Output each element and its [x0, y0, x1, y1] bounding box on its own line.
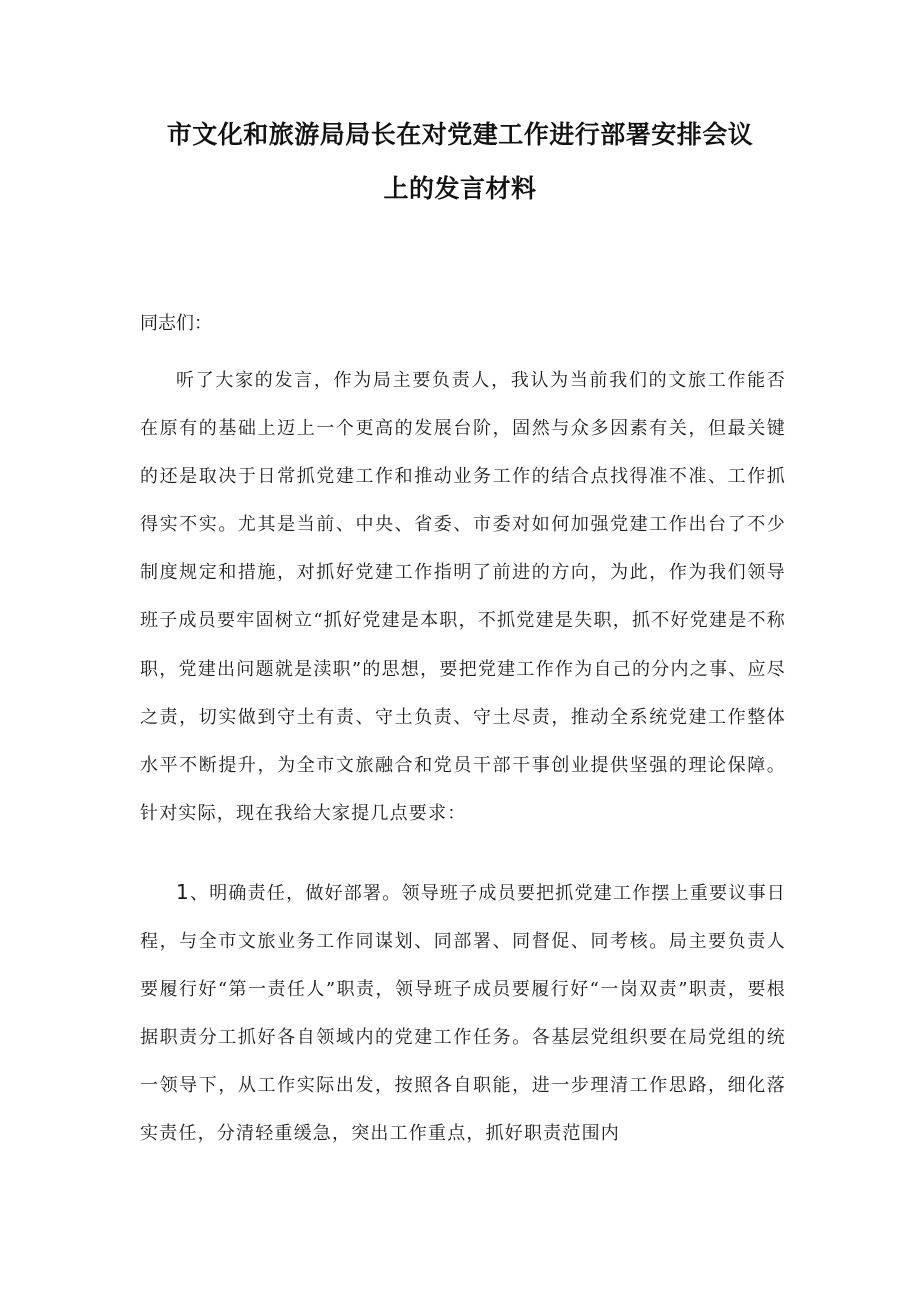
body-paragraph-item-1	[140, 868, 786, 1159]
item-1-text: 、明确责任，做好部署。领导班子成员要把抓党建工作摆上重要议事日程，与全市文旅业务工作同谋划、同部署、同督促、同考核。局主要负责人要履行好“第一责任人”职责，领导班子成员要履行好“一岗双责”职责，要根据职责分工抓好各自领域内的党建工作任务。各基层党组织要在局党组的统一领导下，从工作实际出发，按照各自职能，进一步理清工作思路，细化落实责任，分清轻重缓急，突出工作重点，抓好职责范围内	[140, 883, 786, 1145]
item-1-number: 1	[176, 880, 190, 904]
salutation: 同志们：	[140, 313, 212, 334]
document-title	[140, 108, 780, 216]
body-paragraph-intro: 听了大家的发言，作为局主要负责人，我认为当前我们的文旅工作能否在原有的基础上迈上一个更高的发展台阶，固然与众多因素有关，但最关键的还是取决于日常抓党建工作和推动业务工作的结合点找得准不准、工作抓得实不实。尤其是当前、中央、省委、市委对如何加强党建工作出台了不少制度规定和措施，对抓好党建工作指明了前进的方向，为此，作为我们领导班子成员要牢固树立“抓好党建是本职，不抓党建是失职，抓不好党建是不称职，党建出问题就是渎职”的思想，要把党建工作作为自己的分内之事、应尽之责，切实做到守土有责、守土负责、守土尽责，推动全系统党建工作整体水平不断提升，为全市文旅融合和党员干部干事创业提供坚强的理论保障。针对实际，现在我给大家提几点要求：	[140, 370, 786, 824]
title-line-1: 市文化和旅游局局长在对党建工作进行部署安排会议	[166, 120, 754, 149]
title-line-2: 上的发言材料	[383, 174, 537, 203]
